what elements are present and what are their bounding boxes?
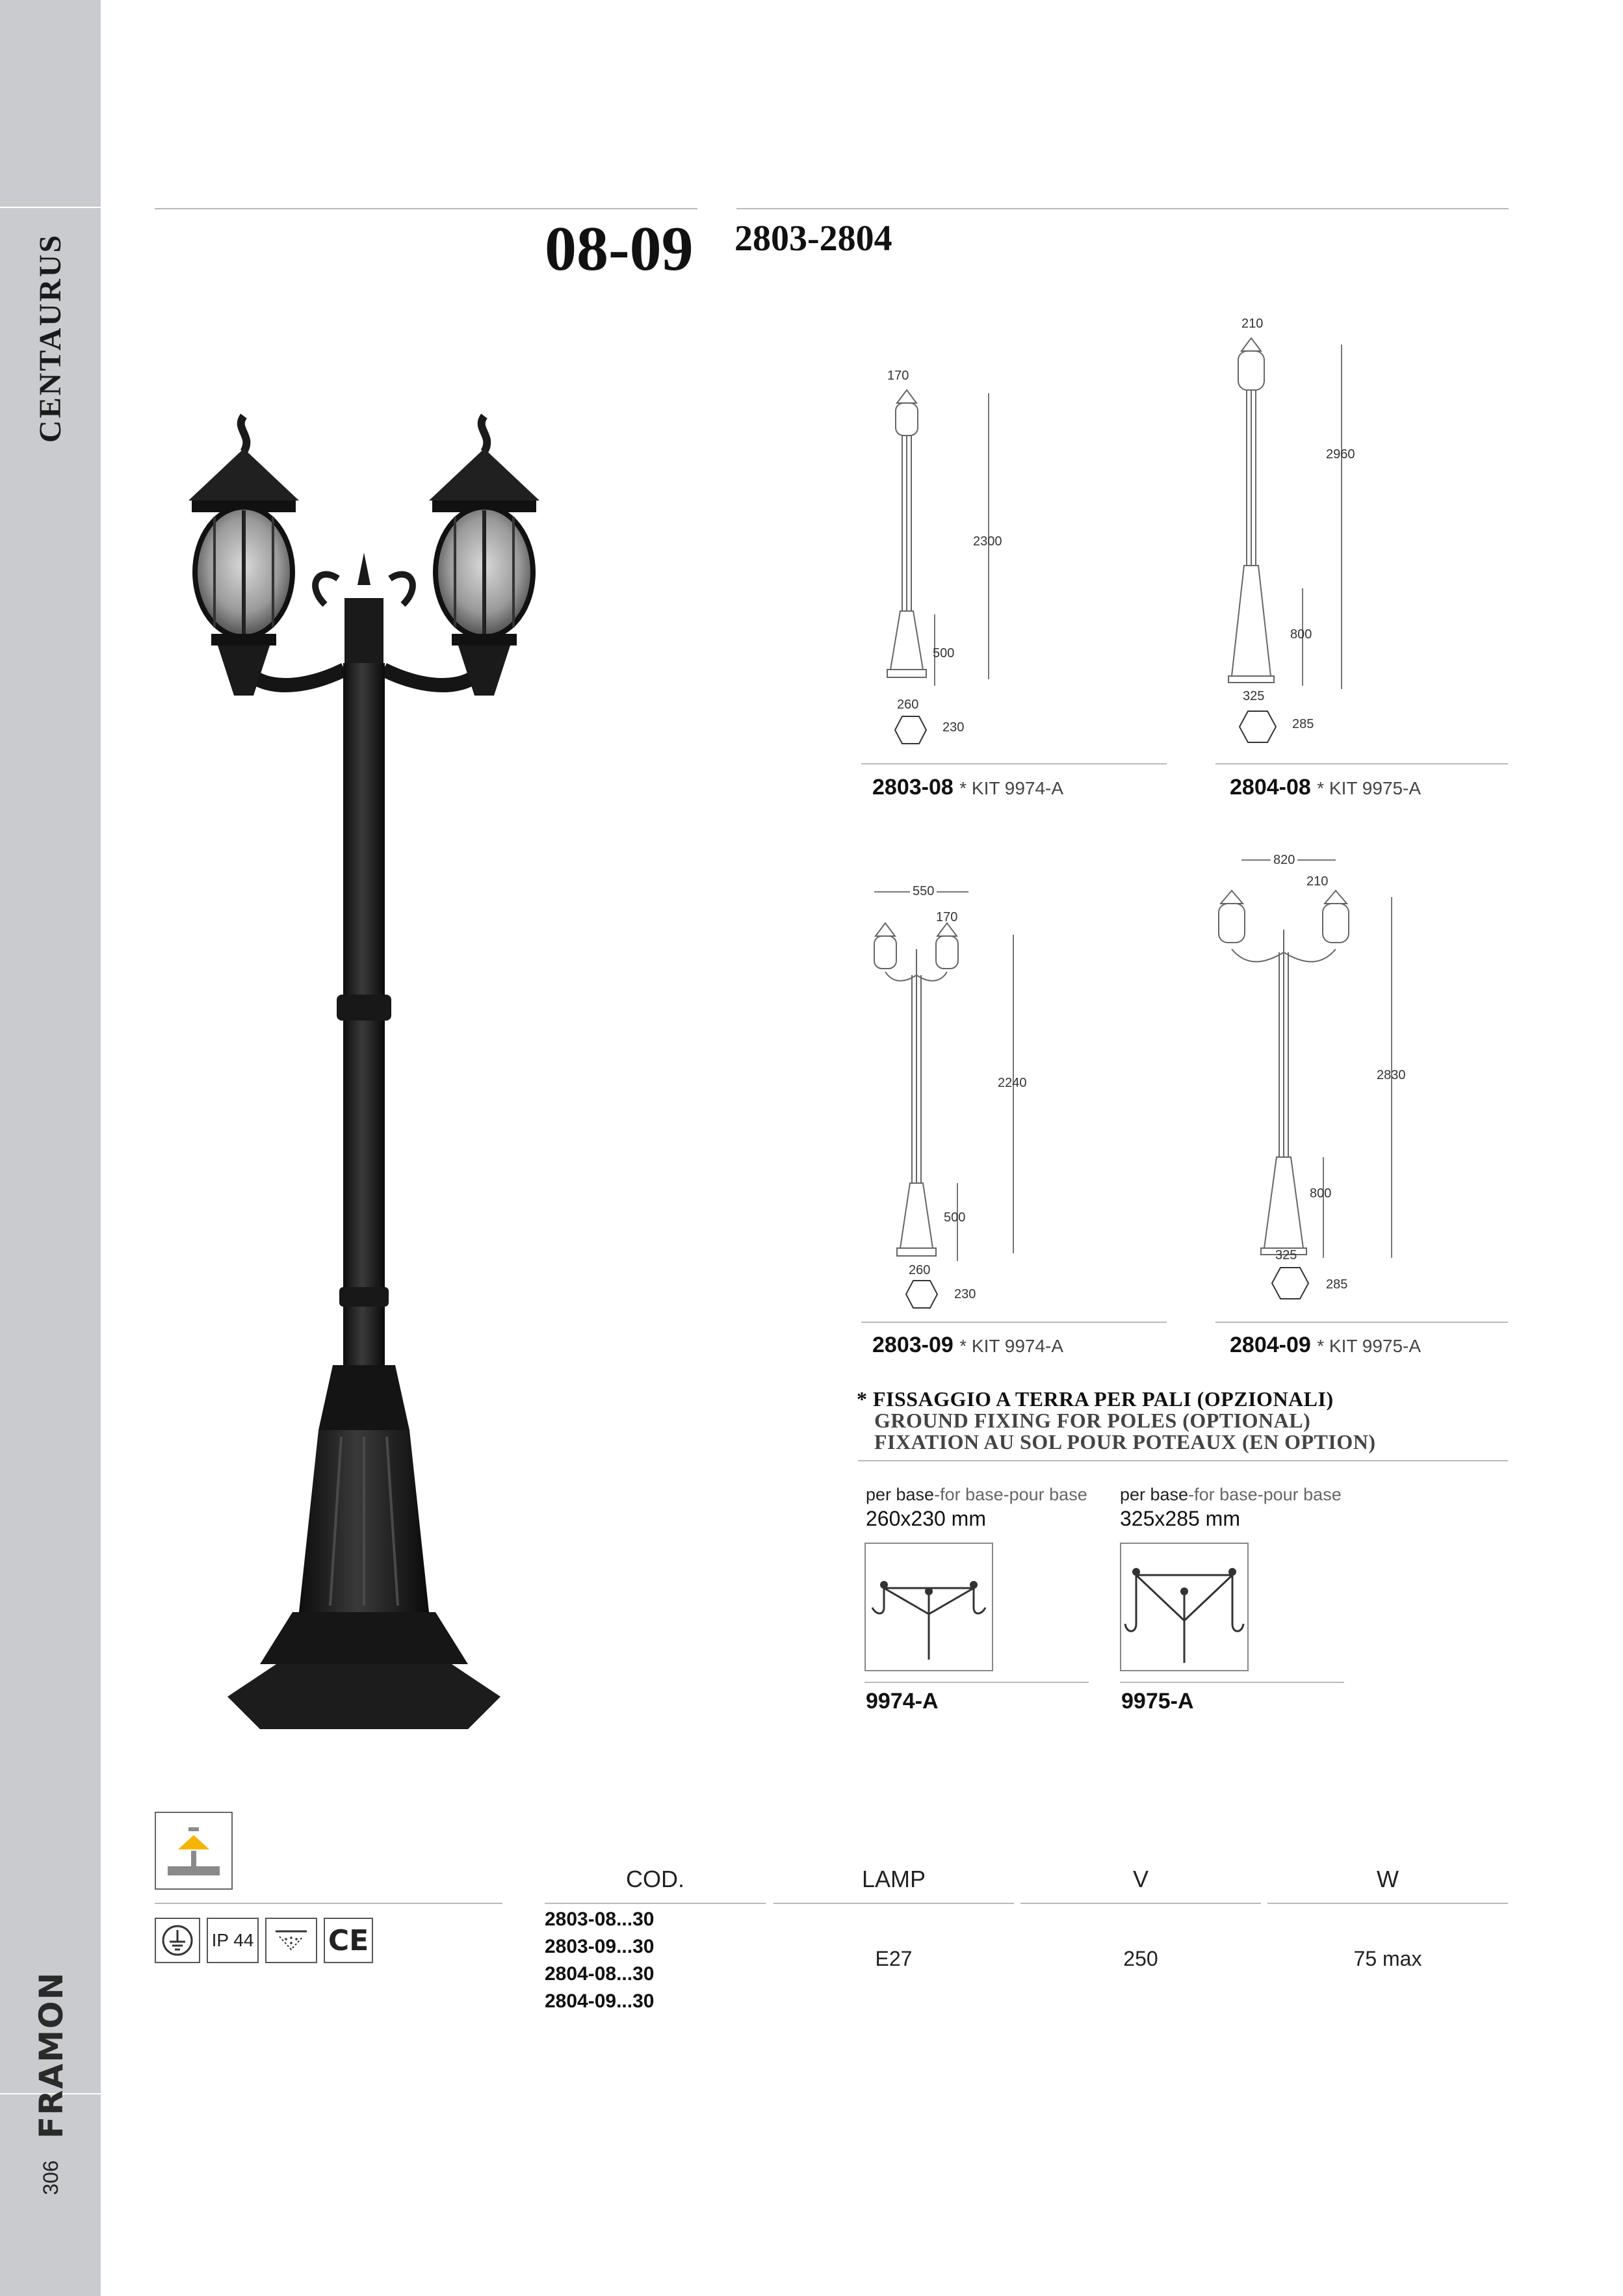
product-code-text: 2804-08 <box>1230 775 1311 800</box>
drawing-2804-09 <box>1209 884 1378 1274</box>
dim-2804-08-top: 210 <box>1241 317 1264 331</box>
product-code-2803-08 <box>872 775 1063 800</box>
kit-9974-label <box>866 1485 1087 1505</box>
surface-mark-icon <box>265 1918 317 1963</box>
fixing-rule <box>858 1460 1508 1461</box>
table-header-lamp: LAMP <box>861 1866 926 1892</box>
dim-2804-09-base-width: 325 <box>1275 1248 1297 1262</box>
dim-2803-08-top: 170 <box>887 369 909 383</box>
rule-2804-08 <box>1215 763 1508 764</box>
dim-2803-08-base-width: 260 <box>897 698 919 712</box>
table-code-row: 2803-08...30 <box>545 1909 655 1930</box>
base-label-main: per base <box>866 1485 935 1504</box>
kit-code-9975: 9975-A <box>1121 1689 1194 1714</box>
dim-2803-08-base-height: 500 <box>933 646 955 660</box>
cert-rule <box>155 1903 502 1904</box>
kit-label: * KIT 9974-A <box>959 1336 1064 1356</box>
rule-2803-08 <box>861 763 1167 764</box>
dim-2803-09-top: 170 <box>936 910 958 924</box>
ip-rating-badge: IP 44 <box>207 1918 259 1963</box>
header-rule-left <box>155 208 697 209</box>
hexagon-base-2803-08 <box>894 715 928 745</box>
ce-mark-icon: CE <box>324 1918 373 1963</box>
dim-2804-08-base-depth: 285 <box>1292 717 1314 731</box>
dim-line-base-2804-09 <box>1323 1157 1324 1258</box>
dim-2803-08-height: 2300 <box>973 534 1002 549</box>
dim-2803-09-span: 550 <box>910 884 937 899</box>
product-code-2804-09 <box>1230 1333 1421 1358</box>
dim-2803-09-base-height: 500 <box>944 1210 966 1225</box>
dim-2804-08-height: 2960 <box>1326 447 1355 462</box>
table-codes <box>545 1906 654 2015</box>
dim-line-height-2803-09 <box>1013 935 1014 1253</box>
kit-label: * KIT 9975-A <box>1317 778 1422 798</box>
base-label-rest: -for base-pour base <box>934 1485 1087 1504</box>
kit-9975-label <box>1120 1485 1342 1505</box>
drawing-2804-08 <box>1215 332 1345 696</box>
hexagon-base-2804-09 <box>1271 1266 1310 1300</box>
dim-2804-09-top: 210 <box>1306 874 1329 889</box>
dim-2803-09-base-depth: 230 <box>954 1287 976 1301</box>
header-rule-right <box>736 208 1509 209</box>
dim-2804-09-base-height: 800 <box>1310 1186 1332 1201</box>
collection-name: CENTAURUS <box>33 233 68 443</box>
kit-9974-size: 260x230 mm <box>866 1507 986 1530</box>
product-code-2803-09 <box>872 1333 1063 1358</box>
product-code-2804-08 <box>1230 775 1421 800</box>
series-title: 2803-2804 <box>734 218 892 259</box>
table-rule-lamp <box>773 1903 1014 1904</box>
dim-2804-08-base-height: 800 <box>1290 627 1312 642</box>
table-watt-value: 75 max <box>1353 1947 1422 1970</box>
table-header-v: V <box>1132 1866 1149 1892</box>
table-rule-v <box>1020 1903 1261 1904</box>
table-lamp-value: E27 <box>875 1947 913 1970</box>
table-header-w: W <box>1377 1866 1399 1892</box>
kit-label: * KIT 9974-A <box>959 778 1064 798</box>
kit-label: * KIT 9975-A <box>1317 1336 1422 1356</box>
table-rule-w <box>1267 1903 1508 1904</box>
fixing-title-fr: FIXATION AU SOL POUR POTEAUX (EN OPTION) <box>874 1430 1376 1454</box>
dim-2804-08-base-width: 325 <box>1243 689 1265 703</box>
kit-9974-drawing <box>864 1543 993 1671</box>
table-code-row: 2803-09...30 <box>545 1936 655 1957</box>
hexagon-base-2804-08 <box>1238 710 1277 744</box>
base-label-rest: -for base-pour base <box>1188 1485 1342 1504</box>
floor-mount-icon <box>155 1812 233 1890</box>
dim-2803-09-base-width: 260 <box>909 1263 931 1277</box>
model-range-title: 08-09 <box>545 214 694 284</box>
table-rule-cod <box>545 1903 766 1904</box>
dim-line-height-2804-08 <box>1341 345 1342 689</box>
kit-9975-size: 325x285 mm <box>1120 1507 1240 1530</box>
dim-2804-09-span: 820 <box>1271 853 1297 868</box>
hexagon-base-2803-09 <box>905 1279 939 1309</box>
table-voltage-value: 250 <box>1123 1947 1158 1970</box>
table-code-row: 2804-08...30 <box>545 1963 655 1985</box>
base-label-main: per base <box>1120 1485 1189 1504</box>
brand-logo: FRAMON <box>32 1971 70 2139</box>
kit-code-9974: 9974-A <box>866 1689 939 1714</box>
kit-9975-drawing <box>1120 1543 1249 1671</box>
sidebar-divider-top <box>0 207 101 208</box>
dim-2804-09-base-depth: 285 <box>1326 1277 1348 1292</box>
fixing-title-en: GROUND FIXING FOR POLES (OPTIONAL) <box>874 1409 1311 1432</box>
fixing-title-it: * FISSAGGIO A TERRA PER PALI (OPZIONALI) <box>857 1387 1334 1411</box>
product-code-text: 2803-08 <box>872 775 954 800</box>
rule-9975 <box>1120 1682 1344 1683</box>
product-photo-double-lamp <box>162 390 578 1742</box>
product-code-text: 2803-09 <box>872 1333 954 1357</box>
table-header-cod: COD. <box>626 1866 684 1892</box>
table-code-row: 2804-09...30 <box>545 1990 655 2012</box>
earth-ground-icon <box>155 1918 200 1963</box>
rule-9974 <box>864 1682 1089 1683</box>
rule-2803-09 <box>861 1322 1167 1323</box>
dim-2804-09-height: 2830 <box>1377 1068 1406 1082</box>
page-number: 306 <box>39 2160 62 2195</box>
dim-2803-09-height: 2240 <box>998 1076 1027 1090</box>
dim-2803-08-base-depth: 230 <box>942 720 965 735</box>
rule-2804-09 <box>1215 1322 1508 1323</box>
product-code-text: 2804-09 <box>1230 1333 1311 1357</box>
